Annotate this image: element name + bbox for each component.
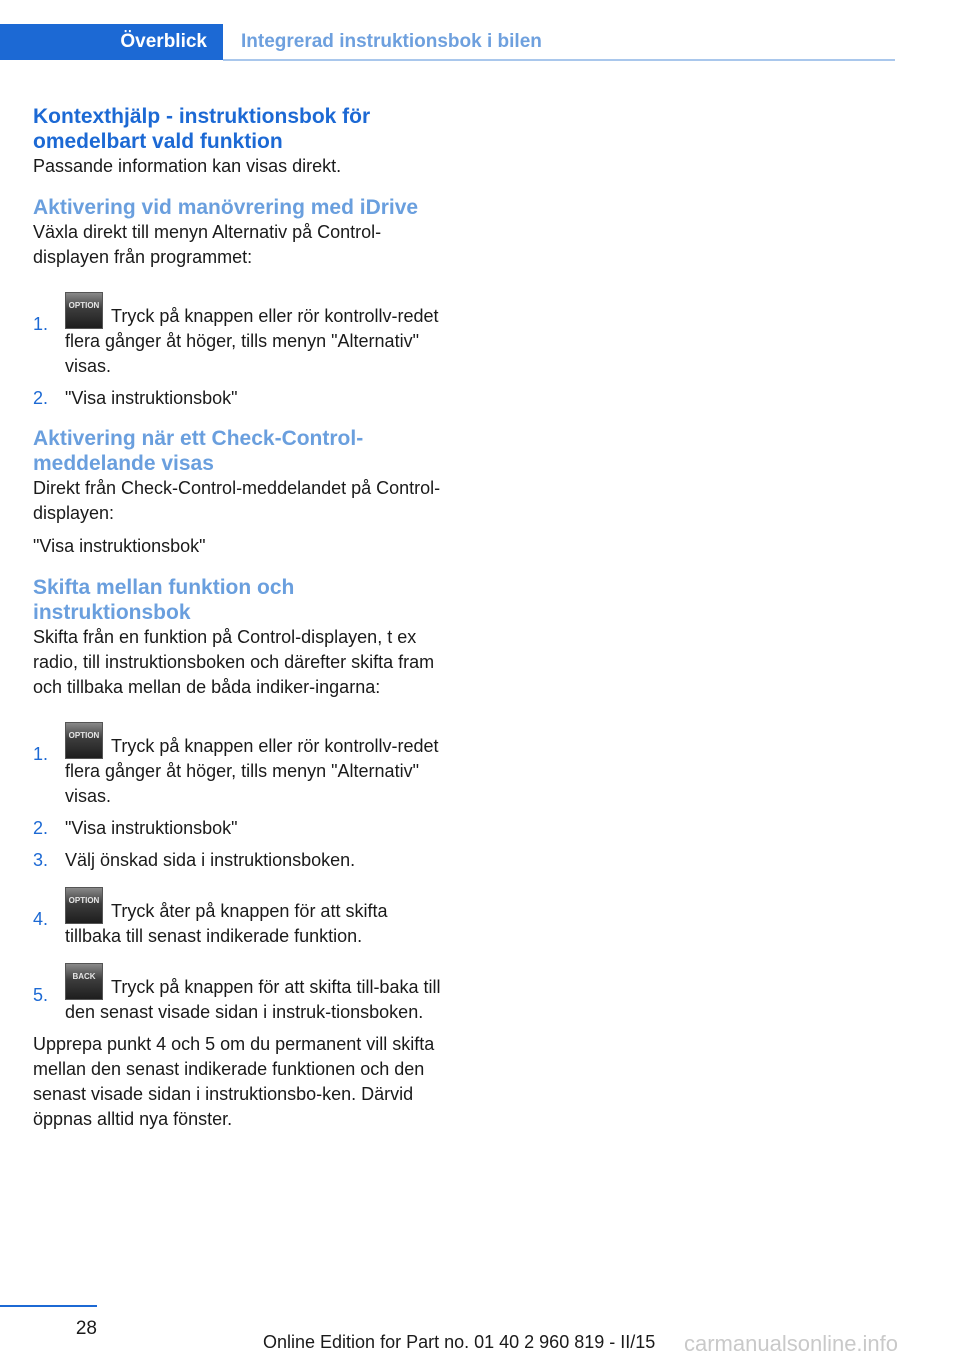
intro-text: Passande information kan visas direkt. [33,156,342,176]
header-divider [223,59,895,61]
list-item [33,887,445,949]
list-item [33,722,445,809]
step-text: "Visa instruktionsbok" [65,388,238,408]
closing-text: Upprepa punkt 4 och 5 om du permanent vill skifta mellan den senast indikerade funktionen och den senast visade sidan i instruktionsbo-ken. Därvid öppnas alltid nya fönster. [33,1034,435,1129]
list-item [33,848,445,873]
step-number: 1. [33,744,49,764]
footer-divider [0,1305,97,1307]
list-item [33,386,445,411]
list-item [33,963,445,1025]
list-item [33,292,445,379]
step-text: Tryck på knappen för att skifta till-baka till den senast visade sidan i instruk-tionsboken. [65,977,441,1022]
section-text-check-control-action: "Visa instruktionsbok" [33,536,206,556]
step-number: 5. [33,985,49,1005]
page-number: 28 [75,1318,97,1339]
chapter-tab: Överblick [0,24,223,60]
step-text: Tryck på knappen eller rör kontrollv-redet flera gånger åt höger, tills menyn "Alternativ" visas. [65,306,439,376]
main-heading: Kontexthjälp - instruktionsbok för omedelbart vald funktion [33,105,371,153]
section-title: Integrerad instruktionsbok i bilen [241,31,542,52]
list-item [33,816,445,841]
option-button-icon: OPTION [65,292,103,329]
section-text-check-control: Direkt från Check-Control-meddelandet på Control-displayen: [33,478,441,523]
option-button-icon: OPTION [65,722,103,759]
section-heading-idrive: Aktivering vid manövrering med iDrive [33,196,419,219]
step-number: 1. [33,314,49,334]
step-text: Tryck på knappen eller rör kontrollv-redet flera gånger åt höger, tills menyn "Alternativ" visas. [65,736,439,806]
step-number: 4. [33,909,49,929]
step-number: 3. [33,850,49,870]
steps-list-switch [33,722,445,1025]
back-button-icon: BACK [65,963,103,1000]
section-heading-switch: Skifta mellan funktion och instruktionsbok [33,576,295,624]
steps-list-idrive [33,292,445,411]
section-text-idrive: Växla direkt till menyn Alternativ på Control-displayen från programmet: [33,222,382,267]
step-text: "Visa instruktionsbok" [65,818,238,838]
step-text: Välj önskad sida i instruktionsboken. [65,850,356,870]
step-number: 2. [33,818,49,838]
page-header [0,24,895,62]
section-heading-check-control: Aktivering när ett Check-Control-meddelande visas [33,427,364,475]
edition-text: Online Edition for Part no. 01 40 2 960 819 - II/15 [263,1332,656,1352]
step-text: Tryck åter på knappen för att skifta tillbaka till senast indikerade funktion. [65,901,388,946]
section-text-switch: Skifta från en funktion på Control-displayen, t ex radio, till instruktionsboken och därefter skifta fram och tillbaka mellan de båda indiker-ingarna: [33,627,435,697]
step-number: 2. [33,388,49,408]
option-button-icon: OPTION [65,887,103,924]
page-content [33,104,445,1132]
watermark: carmanualsonline.info [684,1331,899,1356]
